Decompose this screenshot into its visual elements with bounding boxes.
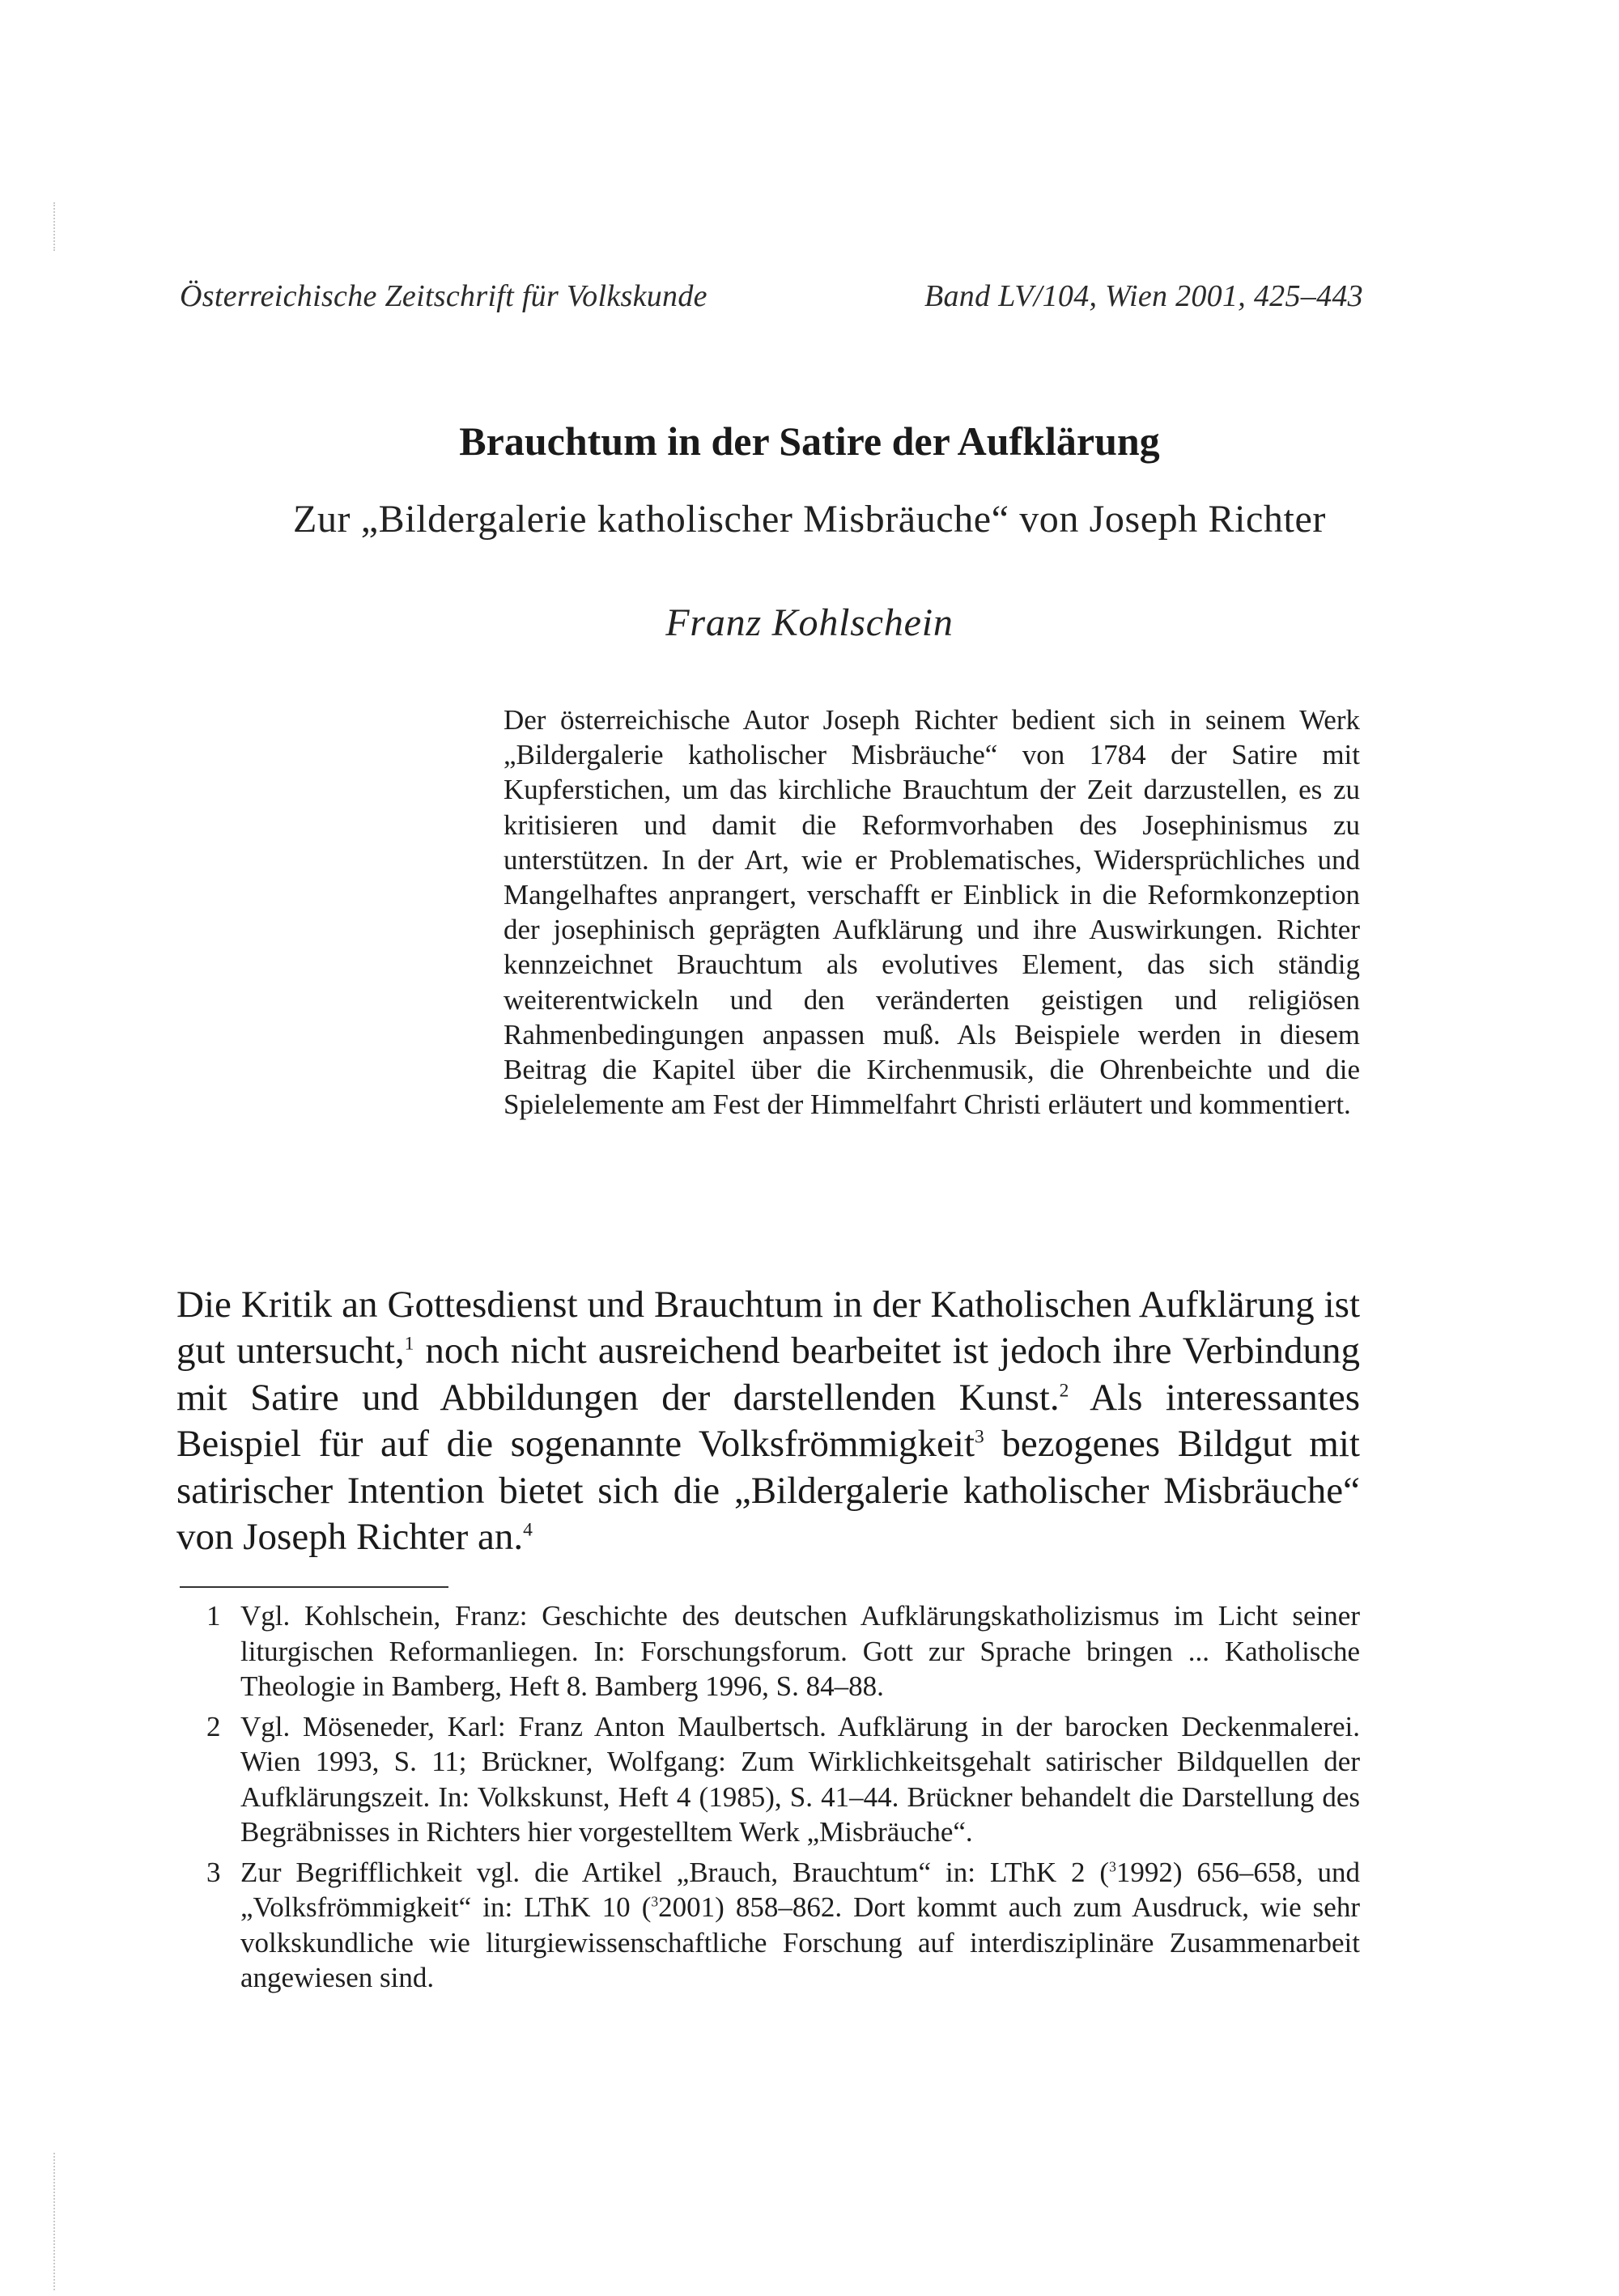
footnote-1 [206, 1598, 1360, 1704]
scan-edge-mark-top [53, 202, 57, 251]
footnote-ref-3[interactable]: 3 [975, 1426, 984, 1448]
volume-info: Band LV/104, Wien 2001, 425–443 [924, 279, 1363, 313]
footnote-number: 3 [206, 1856, 221, 1888]
footnote-text-part: 2001) 858–862. Dort kommt auch zum Ausdruck, wie sehr volkskundliche wie liturgiewissenschaftliche Forschung auf interdisziplinäre Zusammenarbeit angewiesen sind. [240, 1891, 1360, 1993]
footnote-ref-2[interactable]: 2 [1059, 1380, 1069, 1402]
footnote-text-part: 1992) 656–658, und „Volksfrömmigkeit“ in: LThK 10 ( [240, 1856, 1361, 1923]
footnotes [206, 1598, 1360, 2001]
footnote-2 [206, 1709, 1360, 1850]
abstract: Der österreichische Autor Joseph Richter bedient sich in seinem Werk „Bildergalerie katholischer Misbräuche“ von 1784 der Satire mit Kupferstichen, um das kirchliche Brauchtum der Zeit darzustellen, es zu kritisieren und damit die Reformvorhaben des Josephinismus zu unterstützen. In der Art, wie er Problematisches, Widersprüchliches und Mangelhaftes anprangert, verschafft er Einblick in die Reformkonzeption der josephinisch geprägten Aufklärung und ihre Auswirkungen. Richter kennzeichnet Brauchtum als evolutives Element, das sich ständig weiterentwickeln und den veränderten geistigen und religiösen Rahmenbedingungen anpassen muß. Als Beispiele werden in diesem Beitrag die Kapitel über die Kirchenmusik, die Ohrenbeichte und die Spielelemente am Fest der Himmelfahrt Christi erläutert und kommentiert. [504, 704, 1360, 1121]
footnote-3 [206, 1855, 1360, 1996]
edition-superscript: 3 [651, 1893, 659, 1910]
footnote-text-part: Zur Begrifflichkeit vgl. die Artikel „Brauch, Brauchtum“ in: LThK 2 ( [240, 1856, 1110, 1888]
journal-name: Österreichische Zeitschrift für Volkskunde [180, 279, 708, 313]
body-text-part: noch nicht ausreichend bearbeitet ist jedoch ihre Verbindung mit Satire und Abbildungen der darstellenden Kunst. [176, 1330, 1360, 1419]
footnote-text: Vgl. Möseneder, Karl: Franz Anton Maulbertsch. Aufklärung in der barocken Deckenmalerei. Wien 1993, S. 11; Brückner, Wolfgang: Zum Wirklichkeitsgehalt satirischer Bildquellen der Aufklärungszeit. In: Volkskunst, Heft 4 (1985), S. 41–44. Brückner behandelt die Darstellung des Begräbnisses in Richters hier vorgestelltem Werk „Misbräuche“. [240, 1710, 1360, 1848]
body-text-part: Die Kritik an Gottesdienst und Brauchtum in der Katholischen Aufklärung ist gut untersucht, [176, 1284, 1360, 1373]
body-text-part: bezogenes Bildgut mit satirischer Intention bietet sich die „Bildergalerie katholischer Misbräuche“ von Joseph Richter an. [176, 1423, 1360, 1559]
running-head [180, 278, 1363, 314]
footnote-ref-4[interactable]: 4 [523, 1519, 533, 1541]
footnote-number: 1 [206, 1600, 221, 1632]
footnote-number: 2 [206, 1710, 221, 1742]
scan-edge-mark-bottom [53, 2153, 57, 2290]
footnote-ref-1[interactable]: 1 [404, 1333, 414, 1355]
footnote-divider [180, 1586, 448, 1588]
article-subtitle: Zur „Bildergalerie katholischer Misbräuche“ von Joseph Richter [293, 498, 1326, 541]
article-title: Brauchtum in der Satire der Aufklärung [459, 418, 1160, 464]
edition-superscript: 3 [1109, 1857, 1116, 1874]
footnote-text: Vgl. Kohlschein, Franz: Geschichte des deutschen Aufklärungskatholizismus im Licht seiner liturgischen Reformanliegen. In: Forschungsforum. Gott zur Sprache bringen ... Katholische Theologie in Bamberg, Heft 8. Bamberg 1996, S. 84–88. [240, 1600, 1360, 1702]
body-paragraph [176, 1282, 1360, 1560]
body-text-part: Als interessantes Beispiel für auf die sogenannte Volksfrömmigkeit [176, 1376, 1360, 1466]
article-author: Franz Kohlschein [665, 601, 954, 644]
footnote-text [240, 1855, 1360, 1996]
